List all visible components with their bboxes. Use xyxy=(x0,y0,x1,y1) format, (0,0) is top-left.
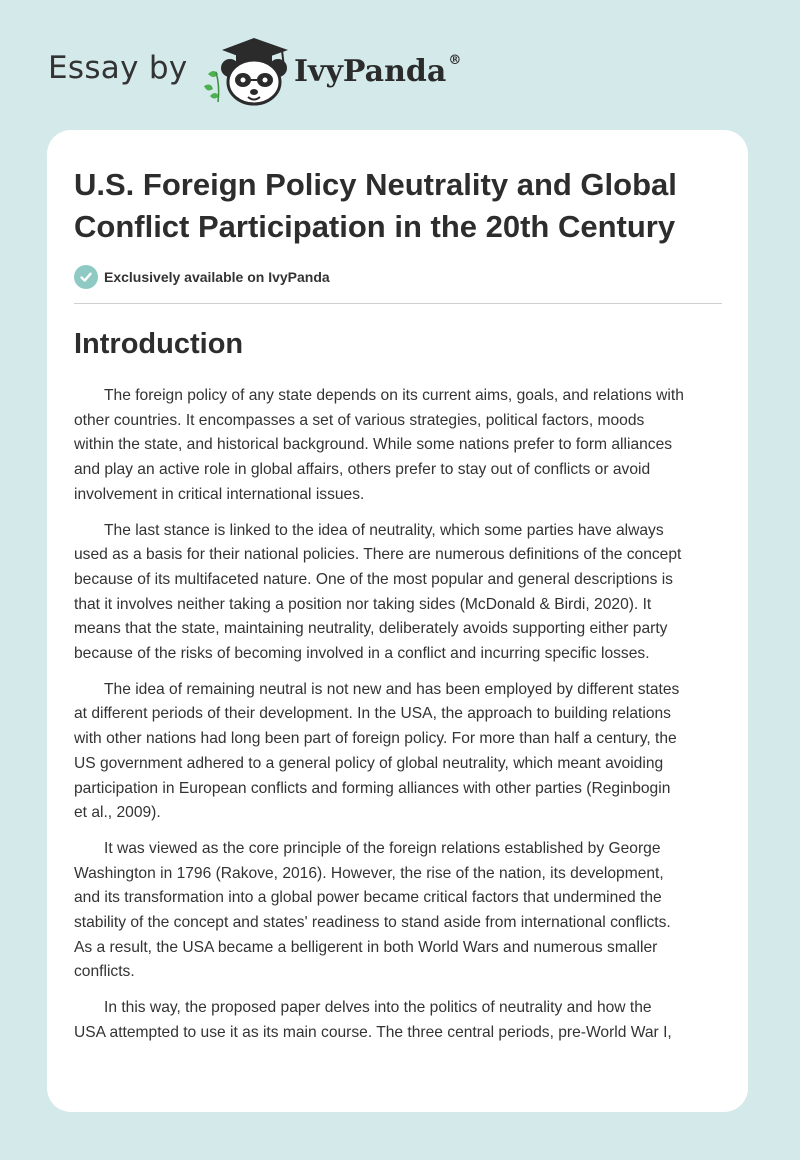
paragraph-line: et al., 2009). xyxy=(74,804,161,822)
page-title xyxy=(74,164,734,248)
paragraph-line: In this way, the proposed paper delves into the politics of neutrality and how the xyxy=(104,999,652,1017)
section-heading: Introduction xyxy=(74,328,244,360)
exclusive-badge xyxy=(74,264,330,290)
paragraph xyxy=(74,837,727,985)
title-line: Conflict Participation in the 20th Century xyxy=(74,209,676,244)
panda-logo-icon[interactable] xyxy=(198,34,294,108)
paragraph-line: stability of the concept and states' readiness to stand aside from international conflicts. xyxy=(74,914,671,932)
brand-name[interactable] xyxy=(294,54,461,89)
badge-label: Exclusively available on IvyPanda xyxy=(104,269,330,285)
paragraph-line: at different periods of their development. In the USA, the approach to building relations xyxy=(74,705,671,723)
paragraph-line: because of the risks of becoming involved in a conflict and incurring specific losses. xyxy=(74,645,650,663)
paragraph-line: The last stance is linked to the idea of neutrality, which some parties have always xyxy=(104,521,664,539)
paragraph xyxy=(74,678,727,826)
paragraph-line: that it involves neither taking a position nor taking sides (McDonald & Birdi, 2020). It xyxy=(74,595,652,613)
paragraph xyxy=(74,384,727,508)
paragraph-line: within the state, and historical background. While some nations prefer to form alliances xyxy=(74,436,673,454)
paragraph-line: The foreign policy of any state depends on its current aims, goals, and relations with xyxy=(104,387,684,404)
paragraph-line: participation in European conflicts and forming alliances with other parties (Reginbogin xyxy=(74,779,671,797)
registered-mark: ® xyxy=(448,53,462,68)
essay-by-label: Essay by xyxy=(48,50,188,86)
paragraph-line: US government adhered to a general policy of global neutrality, which meant avoiding xyxy=(74,754,664,772)
paragraph xyxy=(74,519,727,667)
site-header xyxy=(0,0,800,120)
divider xyxy=(74,303,722,304)
check-circle-icon xyxy=(74,265,98,289)
paragraph-line: means that the state, maintaining neutrality, deliberately avoids supporting either party xyxy=(74,620,668,638)
paragraph-line: and its transformation into a global power became critical factors that undermined the xyxy=(74,889,662,907)
paragraph-line: other countries. It encompasses a set of various strategies, political factors, moods xyxy=(74,411,645,429)
paragraph-line: used as a basis for their national policies. There are numerous definitions of the concept xyxy=(74,546,682,564)
paragraph-line: involvement in critical international issues. xyxy=(74,485,365,503)
paragraph-line: The idea of remaining neutral is not new and has been employed by different states xyxy=(104,680,680,698)
essay-card xyxy=(47,130,748,1112)
paragraph-line: As a result, the USA became a belligerent in both World Wars and numerous smaller xyxy=(74,938,658,956)
article-body xyxy=(74,384,727,1057)
title-line: U.S. Foreign Policy Neutrality and Global xyxy=(74,167,677,202)
paragraph-line: because of its multifaceted nature. One of the most popular and general descriptions is xyxy=(74,570,673,588)
paragraph-line: It was viewed as the core principle of the foreign relations established by George xyxy=(104,839,661,857)
brand-label: IvyPanda xyxy=(294,54,447,89)
paragraph-line: Washington in 1796 (Rakove, 2016). However, the rise of the nation, its development, xyxy=(74,864,664,882)
paragraph-line: with other nations had long been part of foreign policy. For more than half a century, the xyxy=(74,730,677,748)
paragraph xyxy=(74,996,727,1045)
paragraph-line: and play an active role in global affairs, others prefer to stay out of conflicts or avoid xyxy=(74,461,651,479)
paragraph-line: USA attempted to use it as its main course. The three central periods, pre-World War I, xyxy=(74,1023,672,1041)
paragraph-line: conflicts. xyxy=(74,963,135,981)
